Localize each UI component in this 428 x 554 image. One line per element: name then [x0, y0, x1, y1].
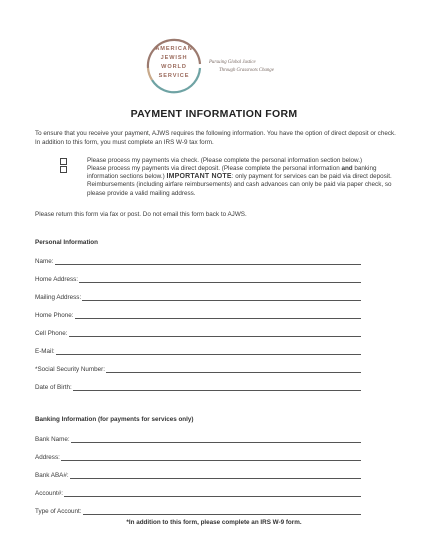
bank-aba-field[interactable]	[35, 470, 361, 479]
home-phone-line[interactable]	[75, 311, 361, 319]
home-address-line[interactable]	[79, 275, 361, 283]
bank-name-line[interactable]	[71, 435, 361, 443]
email-line[interactable]	[56, 347, 361, 355]
bank-aba-label: Bank ABA#:	[35, 472, 69, 479]
cell-phone-label: Cell Phone:	[35, 330, 68, 337]
account-type-label: Type of Account:	[35, 508, 82, 515]
ssn-field[interactable]	[35, 364, 361, 373]
name-field[interactable]	[35, 256, 361, 265]
cell-phone-line[interactable]	[69, 329, 361, 337]
logo-line: AMERICAN	[155, 46, 193, 52]
mailing-address-field[interactable]	[35, 292, 361, 301]
logo-line: WORLD	[161, 64, 187, 70]
home-phone-label: Home Phone:	[35, 312, 74, 319]
direct-deposit-text-b: banking information sections below.)	[87, 165, 377, 181]
direct-deposit-label	[87, 165, 397, 198]
direct-deposit-text-c: : only payment for services can be paid via direct deposit. Reimbursements (including airfare reimbursements) and cash advances can only be paid via paper check, so please provide a valid mailing address.	[87, 173, 392, 197]
intro-paragraph: To ensure that you receive your payment, AJWS requires the following information. You have the option of direct deposit or check. In addition to this form, you must complete an IRS W-9 tax form.	[35, 130, 396, 146]
check-option-label: Please process my payments via check. (Please complete the personal information section below.)	[87, 157, 363, 164]
personal-info-heading: Personal Information	[35, 239, 98, 246]
email-label: E-Mail:	[35, 348, 55, 355]
mailing-address-label: Mailing Address:	[35, 294, 82, 301]
bank-name-field[interactable]	[35, 434, 361, 443]
name-line[interactable]	[55, 257, 361, 265]
direct-deposit-and: and	[341, 165, 353, 172]
dob-label: Date of Birth:	[35, 384, 72, 391]
dob-field[interactable]	[35, 382, 361, 391]
tagline-line-2: Through Grassroots Change	[219, 67, 274, 73]
dob-line[interactable]	[73, 383, 361, 391]
ssn-line[interactable]	[106, 365, 361, 373]
account-type-line[interactable]	[83, 507, 361, 515]
return-note: Please return this form via fax or post. Do not email this form back to AJWS.	[35, 211, 247, 218]
logo-line: SERVICE	[158, 73, 190, 79]
direct-deposit-checkbox[interactable]	[60, 166, 67, 173]
check-option-checkbox[interactable]	[60, 158, 67, 165]
account-number-label: Account#:	[35, 490, 64, 497]
ajws-logo	[142, 34, 206, 98]
cell-phone-field[interactable]	[35, 328, 361, 337]
account-number-field[interactable]	[35, 488, 361, 497]
ssn-label: *Social Security Number:	[35, 366, 105, 373]
mailing-address-line[interactable]	[82, 293, 361, 301]
important-note: IMPORTANT NOTE	[166, 173, 232, 181]
w9-footnote: *In addition to this form, please complete an IRS W-9 form.	[126, 519, 302, 526]
email-field[interactable]	[35, 346, 361, 355]
home-address-label: Home Address:	[35, 276, 79, 283]
account-number-line[interactable]	[64, 489, 361, 497]
home-phone-field[interactable]	[35, 310, 361, 319]
home-address-field[interactable]	[35, 274, 361, 283]
bank-aba-line[interactable]	[70, 471, 361, 479]
form-title: PAYMENT INFORMATION FORM	[130, 108, 298, 120]
logo-line: JEWISH	[160, 55, 188, 61]
banking-info-heading: Banking Information (for payments for services only)	[35, 416, 194, 423]
bank-address-label: Address:	[35, 454, 60, 461]
name-label: Name:	[35, 258, 54, 265]
bank-name-label: Bank Name:	[35, 436, 70, 443]
bank-address-line[interactable]	[61, 453, 361, 461]
account-type-field[interactable]	[35, 506, 361, 515]
bank-address-field[interactable]	[35, 452, 361, 461]
direct-deposit-text-a: Please process my payments via direct deposit. (Please complete the personal information	[87, 165, 342, 172]
tagline	[209, 59, 274, 74]
tagline-line-1: Pursuing Global Justice	[209, 60, 256, 65]
